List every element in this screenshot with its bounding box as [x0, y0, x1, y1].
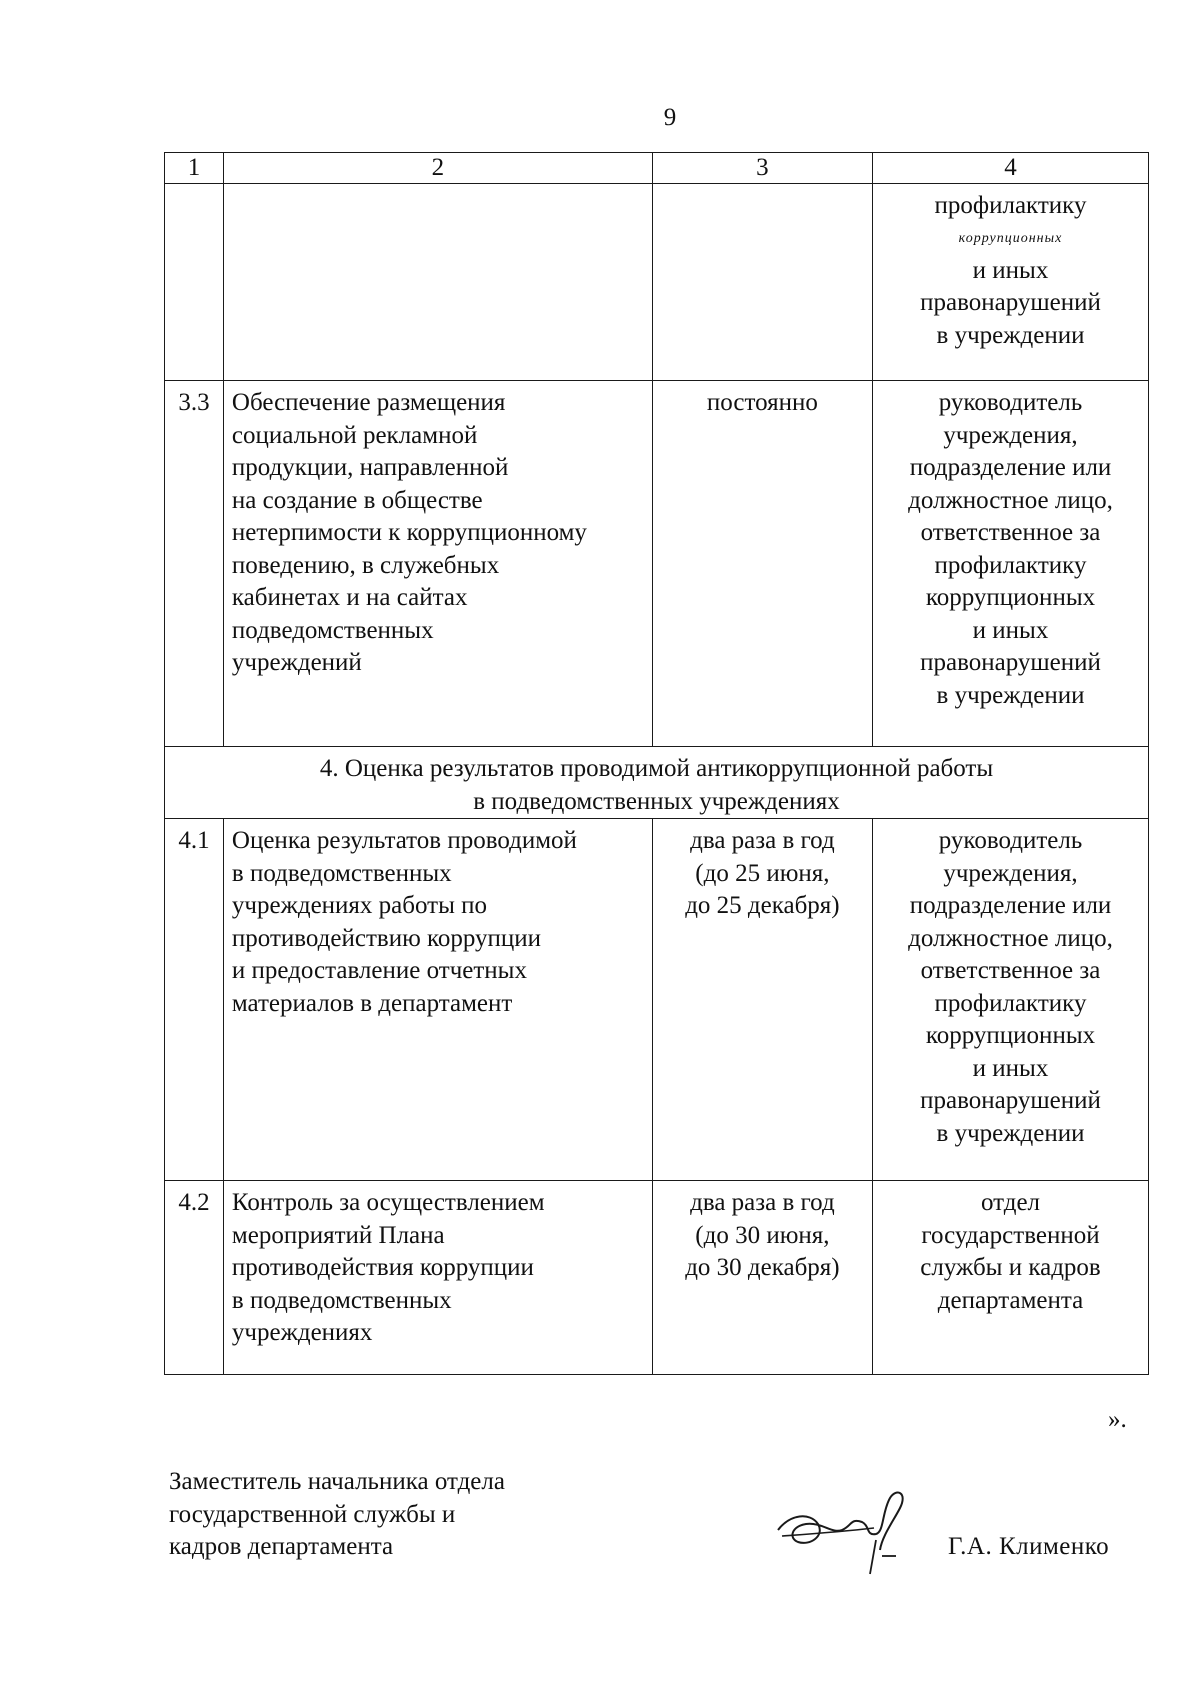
row-number	[165, 184, 224, 381]
responsible-line: учреждения,	[943, 421, 1078, 449]
activity-line: мероприятий Плана	[231, 1221, 445, 1249]
deadline-cell	[652, 819, 872, 1181]
responsible-line: в учреждении	[936, 321, 1085, 349]
responsible-line: департамента	[937, 1286, 1084, 1314]
header-col-2: 2	[223, 153, 652, 184]
responsible-line: руководитель	[938, 827, 1083, 854]
table-header-row	[165, 153, 1149, 184]
section-heading-row	[165, 747, 1149, 819]
closing-quote: ».	[1108, 1406, 1127, 1433]
signer-title-line: Заместитель начальника отдела	[169, 1468, 505, 1495]
deadline-line: (до 25 июня,	[695, 859, 830, 887]
activity-line: социальной рекламной	[231, 421, 478, 449]
deadline-line: постоянно	[706, 389, 818, 416]
activity-line: материалов в департамент	[231, 989, 513, 1017]
activity-line: в подведомственных	[231, 1286, 452, 1314]
responsible-line: и иных	[972, 256, 1049, 284]
activity-line: Обеспечение размещения	[231, 389, 506, 416]
activity-line: поведению, в служебных	[231, 551, 500, 579]
responsible-line: правонарушений	[920, 1087, 1101, 1114]
responsible-line: правонарушений	[920, 289, 1101, 316]
header-col-3: 3	[652, 153, 872, 184]
page-number: 9	[663, 104, 677, 131]
deadline-cell	[652, 1181, 872, 1375]
activity-cell	[223, 819, 652, 1181]
activity-line: в подведомственных	[231, 859, 452, 887]
table-row	[165, 1181, 1149, 1375]
responsible-line: и иных	[972, 1054, 1049, 1082]
handwritten-signature-icon	[770, 1484, 920, 1576]
signer-name: Г.А. Клименко	[948, 1533, 1110, 1560]
responsible-cell	[873, 381, 1149, 747]
header-col-1: 1	[165, 153, 224, 184]
activity-line: учреждениях работы по	[231, 892, 488, 919]
row-number: 4.2	[165, 1181, 224, 1375]
anticorruption-plan-table	[164, 152, 1149, 1375]
responsible-line: правонарушений	[920, 649, 1101, 676]
responsible-line: профилактику	[934, 551, 1087, 579]
deadline-line: до 25 декабря)	[685, 892, 840, 919]
deadline-cell	[652, 184, 872, 381]
activity-line: учреждений	[231, 649, 362, 676]
responsible-line: профилактику	[934, 192, 1087, 219]
deadline-line: до 30 декабря)	[685, 1254, 840, 1281]
activity-line: на создание в обществе	[231, 486, 483, 514]
section-4-heading	[165, 747, 1149, 819]
activity-line: Оценка результатов проводимой	[231, 827, 577, 854]
responsible-line: подразделение или	[909, 892, 1112, 919]
responsible-line: учреждения,	[943, 859, 1078, 887]
activity-line: подведомственных	[231, 616, 434, 644]
activity-line: кабинетах и на сайтах	[231, 584, 468, 611]
responsible-line: государственной	[921, 1221, 1100, 1249]
activity-cell	[223, 1181, 652, 1375]
table-row	[165, 184, 1149, 381]
responsible-line: в учреждении	[936, 681, 1085, 709]
activity-line: продукции, направленной	[231, 454, 509, 481]
activity-cell	[223, 381, 652, 747]
responsible-line: ответственное за	[920, 957, 1101, 984]
responsible-line: руководитель	[938, 389, 1083, 416]
table-row	[165, 381, 1149, 747]
activity-line: Контроль за осуществлением	[231, 1189, 545, 1216]
signer-title-line: кадров департамента	[169, 1533, 394, 1560]
row-number: 3.3	[165, 381, 224, 747]
responsible-cell	[873, 819, 1149, 1181]
header-col-4: 4	[873, 153, 1149, 184]
deadline-line: (до 30 июня,	[695, 1221, 830, 1249]
activity-line: нетерпимости к коррупционному	[231, 519, 587, 546]
responsible-line: в учреждении	[936, 1119, 1085, 1147]
activity-line: и предоставление отчетных	[231, 957, 527, 984]
responsible-cell	[873, 184, 1149, 381]
deadline-cell	[652, 381, 872, 747]
responsible-line: коррупционных	[925, 584, 1096, 611]
signer-title-line: государственной службы и	[169, 1500, 456, 1528]
signer-title	[169, 1466, 505, 1564]
responsible-line: профилактику	[934, 989, 1087, 1017]
responsible-line: отдел	[980, 1189, 1041, 1216]
row-number: 4.1	[165, 819, 224, 1181]
deadline-line: два раза в год	[690, 1189, 835, 1216]
activity-line: противодействия коррупции	[231, 1254, 534, 1281]
section-heading-line: 4. Оценка результатов проводимой антикоррупционной работы	[319, 755, 994, 782]
activity-line: противодействию коррупции	[231, 924, 542, 952]
activity-cell	[223, 184, 652, 381]
section-heading-line: в подведомственных учреждениях	[473, 787, 840, 815]
responsible-line: и иных	[972, 616, 1049, 644]
deadline-line: два раза в год	[690, 827, 835, 854]
responsible-line: службы и кадров	[920, 1254, 1101, 1281]
responsible-line: коррупционных	[925, 1022, 1096, 1049]
table-row	[165, 819, 1149, 1181]
activity-line: учреждениях	[231, 1319, 373, 1346]
responsible-line: ответственное за	[920, 519, 1101, 546]
responsible-line: должностное лицо,	[908, 924, 1113, 952]
responsible-cell	[873, 1181, 1149, 1375]
responsible-line: должностное лицо,	[908, 486, 1113, 514]
responsible-line: коррупционных	[958, 230, 1063, 246]
responsible-line: подразделение или	[909, 454, 1112, 481]
